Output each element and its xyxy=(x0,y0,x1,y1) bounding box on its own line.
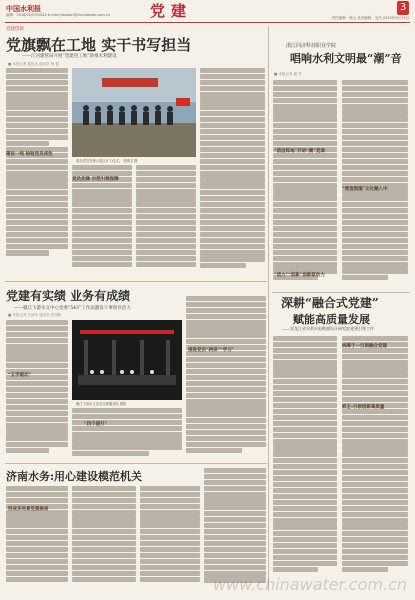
article4-headline2: 赋能高质量发展 xyxy=(293,313,370,326)
site-watermark: www.chinawater.com.cn xyxy=(212,575,407,594)
article1-headline: 党旗飘在工地 实干书写担当 xyxy=(6,36,192,54)
article1-col1 xyxy=(6,68,68,273)
article3-subhead-2: “四个提升” xyxy=(84,422,108,427)
page-number-badge: 3 xyxy=(397,1,409,15)
article2-subhead-1: “前沿阵地”开讲“潮”党课 xyxy=(274,149,325,154)
article1-photo-caption: 鸿光党员先锋示范区开工仪式。 贺赐卫 摄 xyxy=(76,159,138,163)
article1-subhead-1: 建设一线 检验党员成色 xyxy=(6,152,53,157)
article1-col3 xyxy=(136,165,196,273)
article3-subhead: ——赣江下游水文中心党委“543”工作法激发干事创业活力 xyxy=(14,306,131,311)
article5-subhead-1: 形成多场景党建格局 xyxy=(8,507,49,512)
masthead-rule xyxy=(5,22,410,23)
masthead-subline: 编辑：2016/02/03/2024 E-mail:yaowen@chinawater.com.cn xyxy=(6,13,111,17)
article3-subhead-3: 推进党员“两讲”“学习” xyxy=(188,348,235,353)
article4-col1 xyxy=(273,336,337,591)
article1-tag: 党建创新 xyxy=(6,27,24,32)
article2-byline: ■ 本报记者 谢 君 xyxy=(274,72,302,76)
article2-col1 xyxy=(273,80,337,290)
divider-lower-left xyxy=(5,463,267,464)
article3-col3 xyxy=(186,296,266,460)
article1-subhead-2: 党员先锋 示范引领保障 xyxy=(72,177,119,182)
column-divider xyxy=(268,26,269,591)
newspaper-logo: 中国水利报 xyxy=(6,4,41,13)
article3-photo-caption: 赣江下游水文党员志愿服务队 摄影 xyxy=(76,402,127,406)
article1-byline: ■ 本报记者 黎伍达 通讯员 杨 磊 xyxy=(8,62,59,66)
article3-subhead-1: “五学联动” xyxy=(8,373,32,378)
article4-col2 xyxy=(342,336,408,591)
divider-mid-right xyxy=(272,292,410,293)
article5-col4 xyxy=(204,468,266,591)
article4-subhead-1: 统筹于一引领融合党建 xyxy=(342,344,387,349)
article5-col3 xyxy=(140,486,200,591)
article1-col4 xyxy=(200,68,265,273)
article2-headline: 唱响水利文明最“潮”音 xyxy=(290,52,402,65)
article5-headline: 济南水务:用心建设模范机关 xyxy=(6,470,143,483)
article2-col2 xyxy=(342,80,408,290)
article2-org: 浙江同济科技职业学院 xyxy=(286,43,337,49)
article3-col2 xyxy=(72,408,182,460)
article3-headline: 党建有实绩 业务有成绩 xyxy=(6,289,131,303)
article5-col2 xyxy=(72,486,136,591)
article4-subhead: ——黑龙江省水利水电勘测设计研究院党建引领工作 xyxy=(282,326,374,331)
divider-mid-left xyxy=(5,281,267,282)
article3-byline: ■ 本报记者 吕清华 通讯员 张国栋 xyxy=(8,313,62,317)
article3-col1 xyxy=(6,320,68,460)
masthead-dateline: 责任编辑：秋云 美术编辑：吴杰 2022年9月13日 xyxy=(331,16,409,20)
article4-subhead-2: 抓主-引领创新高质量 xyxy=(342,405,385,410)
article1-photo xyxy=(72,68,196,157)
article4-headline: 深耕“融合式党建” xyxy=(281,296,379,310)
article2-subhead-2: “营造氛围”文化融入中 xyxy=(342,187,388,192)
article3-photo xyxy=(72,320,182,400)
masthead xyxy=(0,0,415,22)
section-title: 党建 xyxy=(150,2,193,20)
article2-subhead-3: “活力”“创新”创新驱动力 xyxy=(274,273,325,278)
article5-col1 xyxy=(6,486,68,591)
article1-subhead: ——江河建管局开展“党建进工地”助推水利建设 xyxy=(22,54,117,59)
